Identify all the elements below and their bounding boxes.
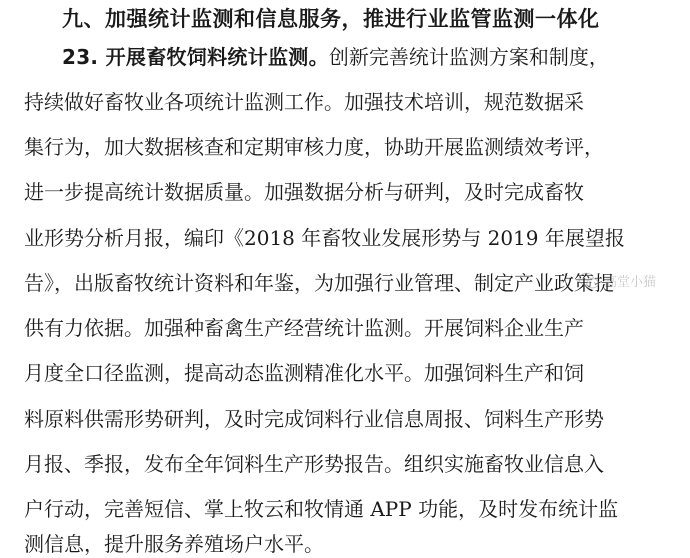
paragraph-text: 创新完善统计监测方案和制度，	[328, 45, 609, 69]
paragraph-line-4: 进一步提高统计数据质量。加强数据分析与研判，及时完成畜牧	[24, 180, 584, 204]
paragraph-line-7: 供有力依据。加强种畜禽生产经营统计监测。开展饲料企业生产	[24, 316, 584, 340]
watermark-text: 高堂小猫	[604, 275, 657, 290]
paragraph-line-10: 月报、季报，发布全年饲料生产形势报告。组织实施畜牧业信息入	[24, 452, 604, 476]
paragraph-line-12: 测信息，提升服务养殖场户水平。	[24, 532, 324, 556]
paragraph-line-1	[62, 43, 609, 71]
paragraph-line-9: 料原料供需形势研判，及时完成饲料行业信息周报、饲料生产形势	[24, 407, 604, 431]
subsection-title: 23. 开展畜牧饲料统计监测。	[62, 45, 329, 69]
paragraph-line-11: 户行动，完善短信、掌上牧云和牧情通 APP 功能，及时发布统计监	[24, 497, 619, 521]
paragraph-line-5: 业形势分析月报，编印《2018 年畜牧业发展形势与 2019 年展望报	[24, 226, 625, 250]
paragraph-line-6: 告》，出版畜牧统计资料和年鉴，为加强行业管理、制定产业政策提	[24, 271, 614, 295]
section-heading: 九、加强统计监测和信息服务，推进行业监管监测一体化	[62, 7, 600, 31]
paragraph-line-3: 集行为，加大数据核查和定期审核力度，协助开展监测绩效考评，	[24, 135, 604, 159]
paragraph-line-2: 持续做好畜牧业各项统计监测工作。加强技术培训，规范数据采	[24, 90, 584, 114]
paragraph-line-8: 月度全口径监测，提高动态监测精准化水平。加强饲料生产和饲	[24, 361, 584, 385]
